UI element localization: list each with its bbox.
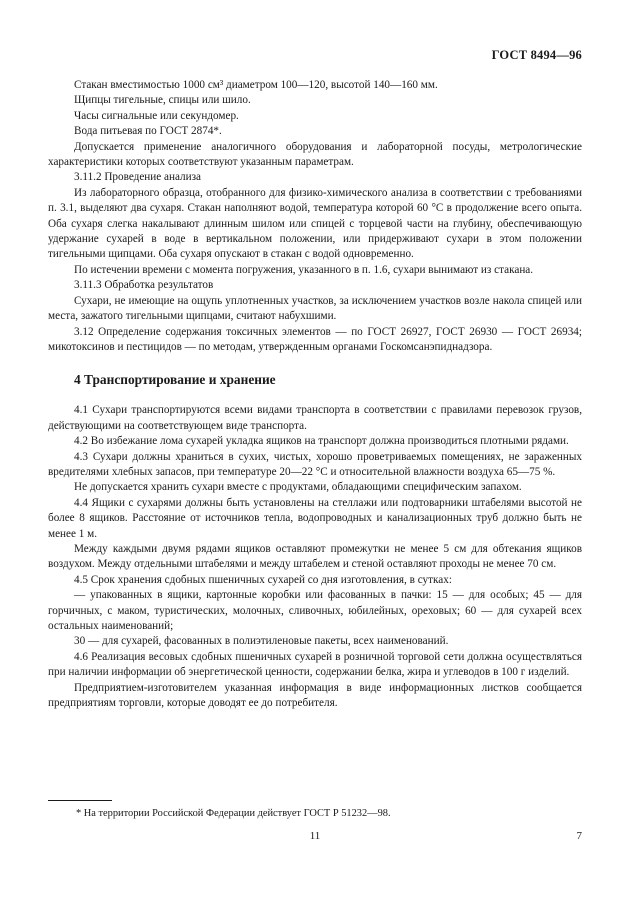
paragraph: 4.3 Сухари должны храниться в сухих, чистых, хорошо проветриваемых помещениях, не зараженных вредителями хлебных запасов, при температуре 20—22 °С и относительной влажности воздуха 65—75 %. <box>48 450 582 478</box>
document-code: ГОСТ 8494—96 <box>491 48 582 62</box>
paragraph: Между каждыми двумя рядами ящиков оставляют промежутки не менее 5 см для обтекания ящиков воздухом. Между отдельными штабелями и между штабелем и стеной оставляют проходы не менее 70 см. <box>48 542 582 571</box>
paragraph: По истечении времени с момента погружения, указанного в п. 1.6, сухари вынимают из стакана. <box>74 263 534 276</box>
paragraph: 4.2 Во избежание лома сухарей укладка ящиков на транспорт должна производиться плотными рядами. <box>74 435 569 448</box>
paragraph: 3.11.2 Проведение анализа <box>74 171 202 184</box>
document-body <box>48 78 582 711</box>
paragraph: 4.4 Ящики с сухарями должны быть установлены на стеллажи или подтоварники штабелями высотой не более 8 ящиков. Расстояние от источников тепла, водопроводных и канализационных труб должно быть не менее 1 м. <box>48 496 582 540</box>
paragraph: 4.1 Сухари транспортируются всеми видами транспорта в соответствии с правилами перевозок грузов, действующими на соответствующем виде транспорта. <box>48 404 582 432</box>
paragraph: — упакованных в ящики, картонные коробки или фасованных в пачки: 15 — для особых; 45 — для горчичных, с маком, туристических, молочных, сливочных, юбилейных, ореховых; 60 — для сухарей всех остальных наименований; <box>48 589 582 632</box>
footnote-divider <box>48 800 112 801</box>
page-number-center: 11 <box>309 830 321 842</box>
paragraph: Стакан вместимостью 1000 см³ диаметром 100—120, высотой 140—160 мм. <box>74 79 438 91</box>
paragraph: 3.12 Определение содержания токсичных элементов — по ГОСТ 26927, ГОСТ 26930 — ГОСТ 26934; микотоксинов и пестицидов — по методам, утвержденным органами Госкомсанэпиднадзора. <box>48 325 582 353</box>
paragraph: Вода питьевая по ГОСТ 2874*. <box>74 125 222 138</box>
paragraph: Щипцы тигельные, спицы или шило. <box>74 94 251 107</box>
paragraph: Допускается применение аналогичного оборудования и лабораторной посуды, метрологические характеристики которых соответствуют указанным параметрам. <box>48 140 582 169</box>
paragraph: 3.11.3 Обработка результатов <box>74 279 214 292</box>
paragraph: 4.5 Срок хранения сдобных пшеничных сухарей со дня изготовления, в сутках: <box>74 573 452 586</box>
paragraph: 4.6 Реализация весовых сдобных пшеничных сухарей в розничной торговой сети должна осуществляться при наличии информации об энергетической ценности, содержании белка, жира и углеводов в 100 г изделий. <box>48 650 582 679</box>
paragraph: Из лабораторного образца, отобранного для физико-химического анализа в соответствии с требованиями п. 3.1, выделяют два сухаря. Стакан наполняют водой, температура которой 60 °С в продолжение всего опыта. Оба сухаря слегка накалывают длинным шилом или спицей с торцевой части на глубину, обеспечивающую удержание сухарей в воде в вертикальном положении, или придерживают сухари в этом положении тигельными щипцами. Оба сухаря опускают в стакан с водой одновременно. <box>48 186 582 261</box>
paragraph: Не допускается хранить сухари вместе с продуктами, обладающими специфическим запахом. <box>74 481 522 494</box>
paragraph: Предприятием-изготовителем указанная информация в виде информационных листков сообщается предприятиям торговли, которые доводят ее до потребителя. <box>48 681 582 710</box>
section-heading: 4 Транспортирование и хранение <box>74 372 276 388</box>
paragraph: 30 — для сухарей, фасованных в полиэтиленовые пакеты, всех наименований. <box>74 635 449 648</box>
paragraph: Часы сигнальные или секундомер. <box>74 109 239 122</box>
paragraph: Сухари, не имеющие на ощупь уплотненных участков, за исключением участков возле накола спицей или места, зажатого тигельными щипцами, считают набухшими. <box>48 294 582 323</box>
footnote: * На территории Российской Федерации действует ГОСТ Р 51232—98. <box>76 808 391 819</box>
page-number-right: 7 <box>576 830 582 842</box>
